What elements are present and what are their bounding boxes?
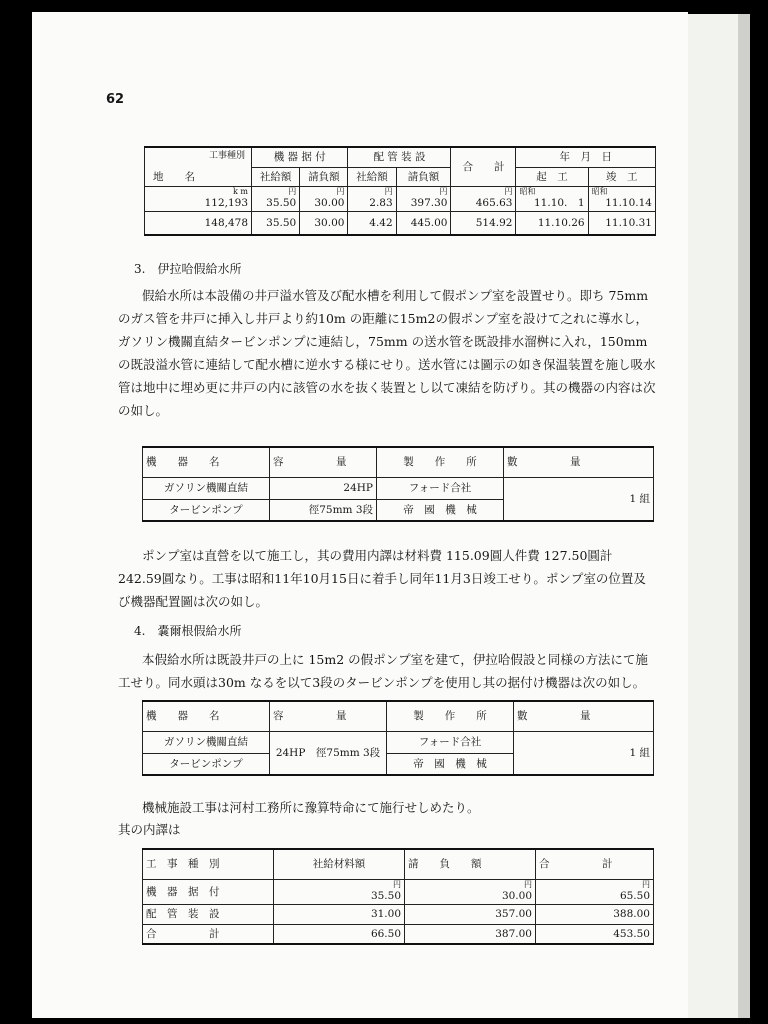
page-edge-shadow [738,14,750,1018]
capacity-diameter: 徑75mm 3段 [270,499,377,521]
header-date: 年 月 日 [516,147,656,167]
header-total: 合 計 [451,147,516,187]
table-cell: 円 30.00 [300,187,348,212]
section-4-paragraph: 本假給水所は既設井戸の上に 15m2 の假ポンプ室を建て，伊拉哈假設と同様の方法にて施工せり。同水頭は30m なるを以て3段のタービンポンプを使用し其の据付け機器は次の如し。 [118,652,648,690]
header-contract-1: 請負額 [300,167,348,186]
capacity-hp: 24HP [270,477,377,499]
maker-2: 帝 國 機 械 [377,499,504,521]
section-3-heading: 3. 伊拉哈假給水所 [134,262,242,276]
pump-room-paragraph: ポンプ室は直營を以て施工し，其の費用内譯は材料費 115.09圓人件費 127.50圓計 242.59圓なり。工事は昭和11年10月15日に着手し同年11月3日竣工せり。ポンプ室の位置及び機器配置圖は次の如し。 [118,548,646,609]
header-total: 合 計 [536,849,654,879]
quantity: 1 組 [504,477,654,521]
header-region-name: 工事種別 地 名 [145,147,252,187]
header-maker: 製 作 所 [387,701,514,731]
table-cell: 31.00 [274,904,405,924]
page-edge [688,14,738,1018]
table-cell: 148,478 [145,212,252,236]
table-cell: 11.10.26 [516,212,588,236]
header-equipment-install: 機 器 据 付 [252,147,348,167]
equipment-name: タービンポンプ [143,753,270,775]
header-piping-install: 配 管 装 設 [348,147,451,167]
breakdown-paragraph: 其の内譯は [118,822,181,837]
equipment-table-2 [142,700,654,776]
table-cell: 円 35.50 [252,187,300,212]
header-supplied-2: 社給額 [348,167,396,186]
table-cell: 11.10.31 [588,212,655,236]
table-cell: 円 35.50 [274,879,405,904]
table-cell: 35.50 [252,212,300,236]
table-cell: 円 397.30 [396,187,451,212]
maker-2: 帝 國 機 械 [387,753,514,775]
table-cell: 4.42 [348,212,396,236]
equipment-table-1 [142,446,654,522]
table-cell: 66.50 [274,924,405,944]
header-contract-2: 請負額 [396,167,451,186]
table-cell: 円 30.00 [405,879,536,904]
capacity: 24HP 徑75mm 3段 [270,731,387,775]
header-capacity: 容 量 [270,701,387,731]
header-equipment-name: 機 器 名 [143,447,270,477]
table-cell: 357.00 [405,904,536,924]
header-supplied-1: 社給額 [252,167,300,186]
section-4-heading: 4. 嚢爾根假給水所 [134,624,242,638]
table-cell: k m 112,193 [145,187,252,212]
header-completion: 竣 工 [588,167,655,186]
maker-1: フォード合社 [377,477,504,499]
table-cell: 387.00 [405,924,536,944]
header-equipment-name: 機 器 名 [143,701,270,731]
quantity: 1 組 [514,731,654,775]
section-3-paragraph: 假給水所は本設備の井戸溢水管及び配水槽を利用して假ポンプ室を設置せり。即ち 75mmのガス管を井戸に挿入し井戸より約10m の距離に15m2の假ポンプ室を設けて之れに導水し，ガソリン機關直結タービンポンプに連結し，75mm の送水管を既設排水溜桝に入れ，150mm の既設溢水管に連結して配水槽に逆水する様にせり。送水管には圖示の如き保温装置を施し吸水管は地中に埋め更に井戸の内に該管の水を抜く装置とし以て凍結を防げり。其の機器の内容は次の如し。 [118,288,656,418]
equipment-name: ガソリン機關直結 [143,477,270,499]
table-cell: 昭和 11.10.14 [588,187,655,212]
table-cell: 388.00 [536,904,654,924]
work-type: 合 計 [143,924,274,944]
table-cell: 昭和 11.10. 1 [516,187,588,212]
header-contract: 請 負 額 [405,849,536,879]
table-cell: 円 2.83 [348,187,396,212]
machine-work-paragraph: 機械施設工事は河村工務所に豫算特命にて施行せしめたり。 [142,800,480,815]
work-type: 配 管 装 設 [143,904,274,924]
header-quantity: 數 量 [514,701,654,731]
cost-breakdown-table [142,848,654,945]
maker-1: フォード合社 [387,731,514,753]
table-cell: 445.00 [396,212,451,236]
table-cell: 円 465.63 [451,187,516,212]
table-cell: 30.00 [300,212,348,236]
table-cell: 514.92 [451,212,516,236]
header-capacity: 容 量 [270,447,377,477]
header-quantity: 數 量 [504,447,654,477]
header-start: 起 工 [516,167,588,186]
table-cell: 453.50 [536,924,654,944]
equipment-name: タービンポンプ [143,499,270,521]
equipment-name: ガソリン機關直結 [143,731,270,753]
work-type: 機 器 据 付 [143,879,274,904]
header-work-type: 工 事 種 別 [143,849,274,879]
table-cell: 円 65.50 [536,879,654,904]
header-maker: 製 作 所 [377,447,504,477]
page-number: 62 [106,92,125,107]
construction-cost-table [144,146,656,236]
header-supplied-material: 社給材料額 [274,849,405,879]
